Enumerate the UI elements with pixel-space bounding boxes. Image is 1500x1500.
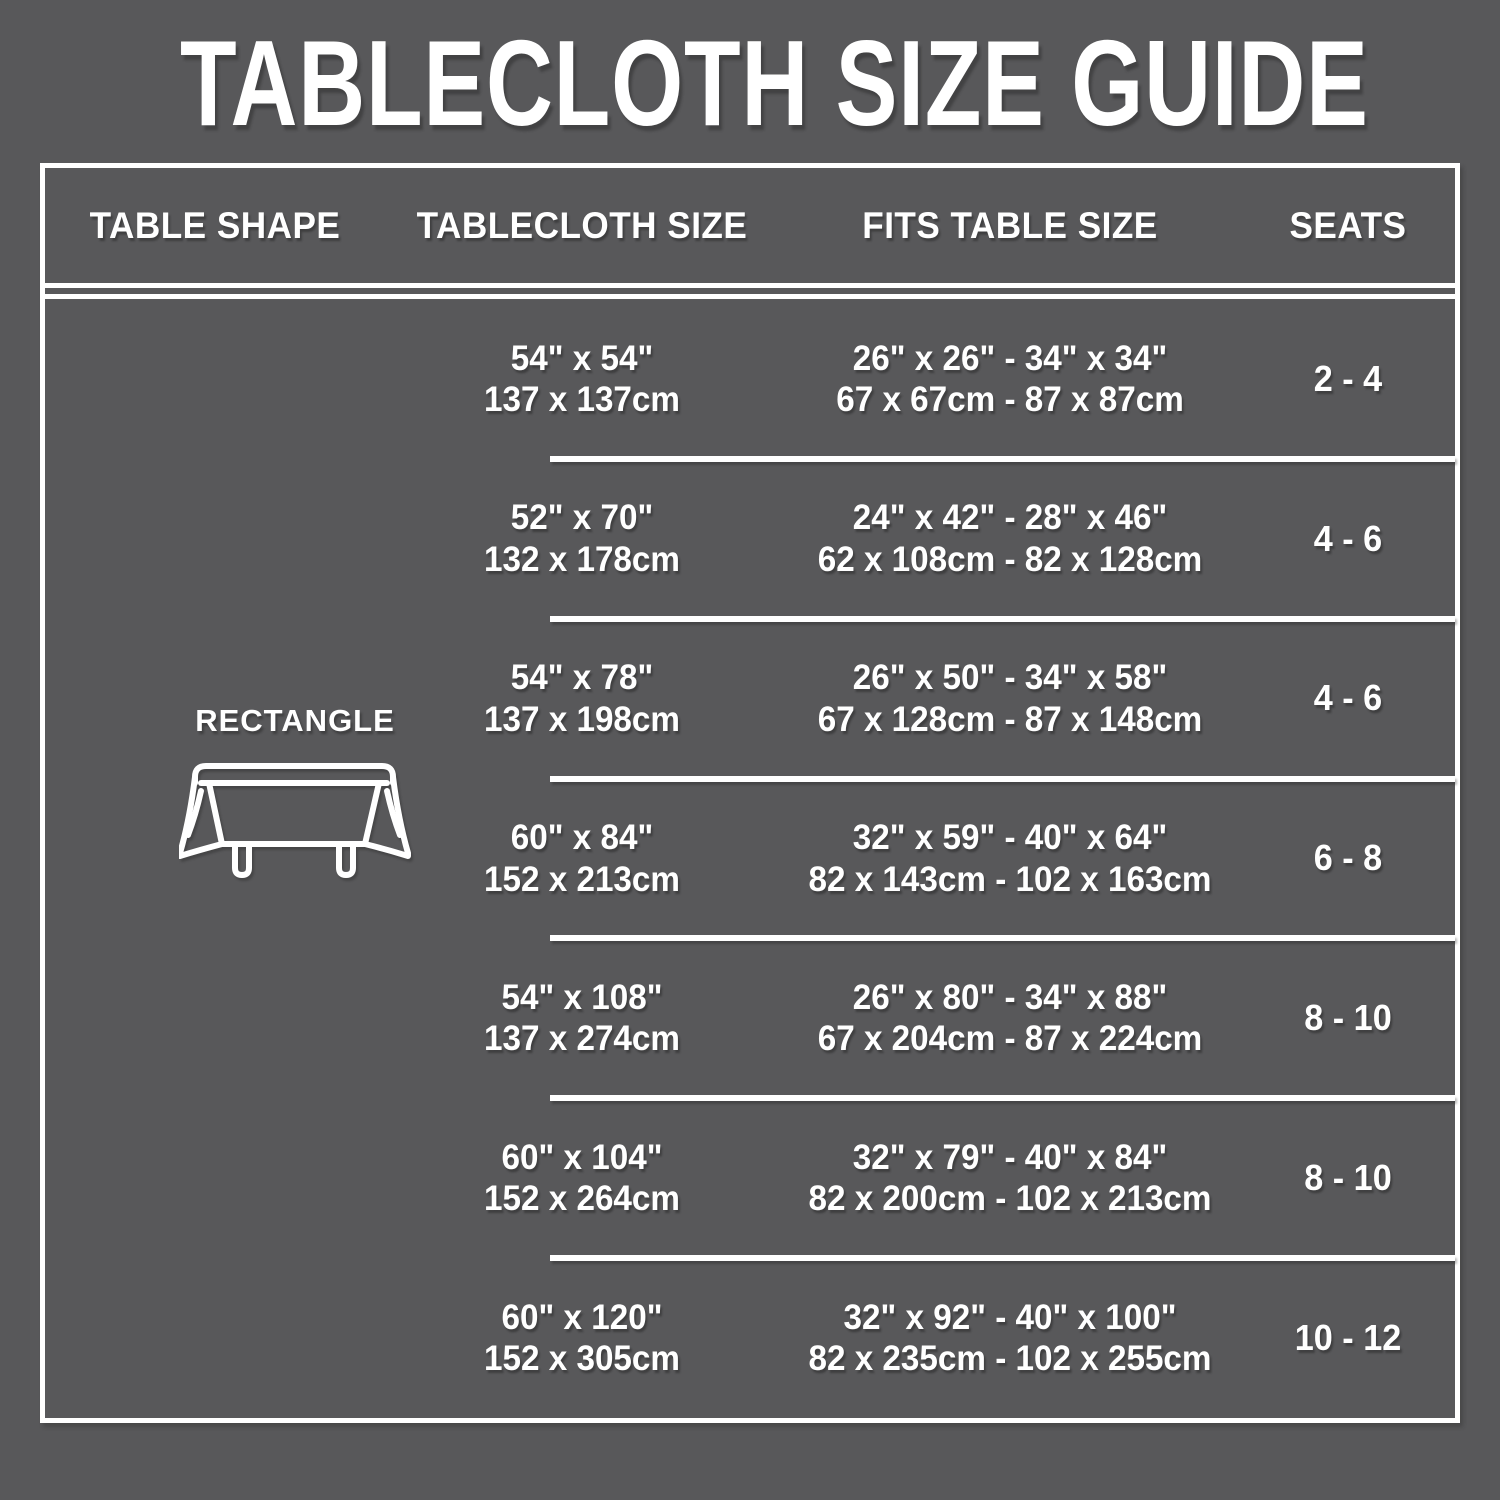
fits-table-size-cell: [791, 817, 1230, 900]
tablecloth-size-cm: 137 x 137cm: [484, 379, 680, 419]
tablecloth-size-cm: 137 x 274cm: [484, 1019, 680, 1059]
tablecloth-size-inches: 60" x 84": [510, 818, 654, 858]
tablecloth-size-cell: [395, 977, 769, 1060]
seats-cell: 8 - 10: [1304, 997, 1392, 1039]
tablecloth-size-inches: 54" x 54": [510, 338, 654, 378]
fits-size-cm: 67 x 67cm - 87 x 87cm: [836, 379, 1184, 419]
tablecloth-size-cell: [395, 497, 769, 580]
table-row: [45, 1258, 1455, 1418]
tablecloth-size-inches: 60" x 104": [501, 1137, 663, 1177]
fits-size-inches: 26" x 50" - 34" x 58": [852, 658, 1168, 698]
tablecloth-size-inches: 52" x 70": [510, 498, 654, 538]
tablecloth-size-cell: [395, 1297, 769, 1380]
fits-size-inches: 32" x 92" - 40" x 100": [843, 1297, 1177, 1337]
tablecloth-size-inches: 54" x 108": [501, 978, 663, 1018]
seats-cell: 4 - 6: [1313, 517, 1383, 559]
tablecloth-size-cell: [395, 817, 769, 900]
tablecloth-size-inches: 60" x 120": [501, 1297, 663, 1337]
fits-table-size-cell: [791, 657, 1230, 740]
fits-size-cm: 82 x 235cm - 102 x 255cm: [808, 1339, 1212, 1379]
fits-table-size-cell: [791, 338, 1230, 421]
fits-size-cm: 82 x 200cm - 102 x 213cm: [808, 1179, 1212, 1219]
table-row: [45, 779, 1455, 939]
tablecloth-size-cm: 152 x 213cm: [484, 859, 680, 899]
tablecloth-size-cm: 137 x 198cm: [484, 699, 680, 739]
fits-table-size-cell: [791, 1297, 1230, 1380]
fits-size-inches: 32" x 59" - 40" x 64": [852, 818, 1168, 858]
table-body: [45, 294, 1455, 1418]
seats-cell: 6 - 8: [1313, 837, 1383, 879]
size-guide-table: [40, 163, 1460, 1423]
fits-size-cm: 62 x 108cm - 82 x 128cm: [817, 539, 1203, 579]
tablecloth-size-cm: 152 x 264cm: [484, 1179, 680, 1219]
tablecloth-size-cm: 152 x 305cm: [484, 1339, 680, 1379]
fits-size-cm: 67 x 128cm - 87 x 148cm: [817, 699, 1203, 739]
table-row: [45, 938, 1455, 1098]
fits-size-inches: 26" x 26" - 34" x 34": [852, 338, 1168, 378]
tablecloth-size-inches: 54" x 78": [510, 658, 654, 698]
table-row: [45, 619, 1455, 779]
tablecloth-size-cell: [395, 338, 769, 421]
fits-size-inches: 32" x 79" - 40" x 84": [852, 1137, 1168, 1177]
tablecloth-size-cell: [395, 1137, 769, 1220]
fits-size-cm: 67 x 204cm - 87 x 224cm: [817, 1019, 1203, 1059]
fits-table-size-cell: [791, 977, 1230, 1060]
seats-cell: 10 - 12: [1294, 1316, 1402, 1358]
fits-size-cm: 82 x 143cm - 102 x 163cm: [808, 859, 1212, 899]
table-row: [45, 1098, 1455, 1258]
column-header-fits-table-size: FITS TABLE SIZE: [862, 204, 1158, 246]
table-row: [45, 459, 1455, 619]
seats-cell: 8 - 10: [1304, 1156, 1392, 1198]
table-row: [45, 299, 1455, 459]
fits-table-size-cell: [791, 1137, 1230, 1220]
fits-size-inches: 24" x 42" - 28" x 46": [852, 498, 1168, 538]
seats-cell: 2 - 4: [1313, 357, 1383, 399]
page-title: TABLECLOTH SIZE GUIDE: [180, 15, 1369, 151]
seats-cell: 4 - 6: [1313, 677, 1383, 719]
column-header-seats: SEATS: [1289, 204, 1407, 246]
tablecloth-size-cm: 132 x 178cm: [484, 539, 680, 579]
tablecloth-size-cell: [395, 657, 769, 740]
column-header-tablecloth-size: TABLECLOTH SIZE: [416, 204, 748, 246]
column-header-table-shape: TABLE SHAPE: [89, 204, 341, 246]
fits-size-inches: 26" x 80" - 34" x 88": [852, 978, 1168, 1018]
shape-label: RECTANGLE: [195, 702, 395, 738]
fits-table-size-cell: [791, 497, 1230, 580]
